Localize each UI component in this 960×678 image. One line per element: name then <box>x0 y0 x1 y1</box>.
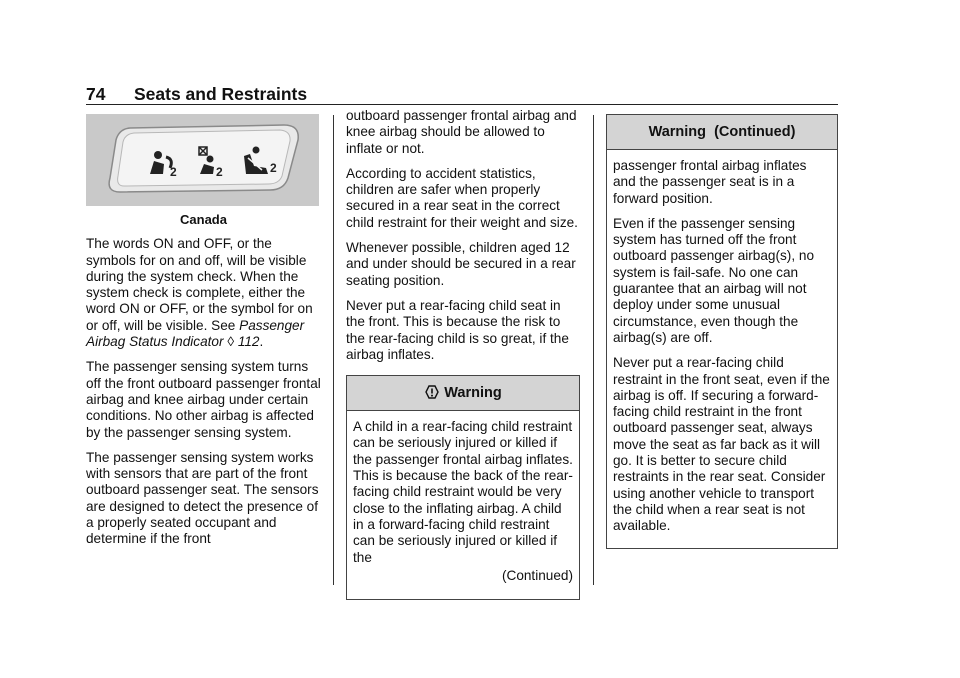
icon-label: 2 <box>270 161 277 175</box>
column-2 <box>346 108 580 600</box>
warning-box <box>346 375 580 600</box>
header-rule <box>86 104 838 105</box>
column-1 <box>86 114 321 557</box>
paragraph: Whenever possible, children aged 12 and under should be secured in a rear seating position. <box>346 240 576 288</box>
cross-reference-link[interactable]: Passenger Airbag Status Indicator <box>86 317 305 350</box>
warning-continued-header: Warning (Continued) <box>607 115 837 150</box>
warning-icon <box>424 379 440 413</box>
paragraph: The passenger sensing system turns off the front outboard passenger frontal airbag and knee airbag under certain conditions. No other airbag is affected by the passenger sensing system. <box>86 359 321 440</box>
continued-label: (Continued) <box>501 567 573 583</box>
warning-title: Warning <box>444 385 502 402</box>
page-reference[interactable]: 112 <box>237 334 260 350</box>
icon-label: 2 <box>170 165 177 179</box>
paragraph-text: The words ON and OFF, or the symbols for on and off, will be visible during the system check. When the system check is complete, either the word ON or OFF, or the symbol for on or off, will be visible. See <box>86 236 313 333</box>
page-number: 74 <box>86 84 106 104</box>
warning-continued-box <box>606 114 838 549</box>
paragraph: The passenger sensing system works with sensors that are part of the front outboard passenger seat. The sensors are designed to detect the presence of a properly seated occupant and determine if the front <box>86 449 319 547</box>
warning-body <box>347 411 579 599</box>
paragraph: Never put a rear-facing child seat in the front. This is because the risk to the rear-facing child is so great, if the airbag inflates. <box>346 297 569 362</box>
paragraph: outboard passenger frontal airbag and knee airbag should be allowed to inflate or not. <box>346 108 577 156</box>
paragraph-end: . <box>259 334 264 350</box>
page-header <box>86 84 307 105</box>
page-ref-icon: ◊ <box>227 334 235 350</box>
paragraph: Even if the passenger sensing system has turned off the front outboard passenger airbag(s), no system is fail-safe. No one can guarantee that an airbag will not deploy under some unusual circumstance, even though the airbag(s) are off. <box>613 215 815 345</box>
warning-continued-body <box>607 150 837 548</box>
column-divider <box>593 115 594 585</box>
column-divider <box>333 115 334 585</box>
icon-label: 2 <box>216 165 223 179</box>
column-3 <box>606 114 838 549</box>
warning-header <box>347 376 579 411</box>
paragraph: Never put a rear-facing child restraint in the front seat, even if the airbag is off. If securing a forward-facing child restraint in the front outboard passenger seat, always move the seat as far back as it will go. It is better to secure child restraints in the rear seat. Consider using another vehicle to transport the child when a rear seat is not available. <box>613 355 830 534</box>
section-title: Seats and Restraints <box>134 84 308 104</box>
paragraph: According to accident statistics, children are safer when properly secured in a rear seat in the correct child restraint for their weight and size. <box>346 165 578 230</box>
paragraph: passenger frontal airbag inflates and the passenger seat is in a forward position. <box>613 158 807 206</box>
warning-text: A child in a rear-facing child restraint can be seriously injured or killed if the passenger frontal airbag inflates. This is because the back of the rear-facing child restraint would be very close to the inflating airbag. A child in a forward-facing child restraint can be seriously injured or killed if the <box>353 419 573 565</box>
figure-caption: Canada <box>180 212 227 227</box>
paragraph <box>86 236 321 350</box>
airbag-status-indicator-figure <box>86 114 319 206</box>
